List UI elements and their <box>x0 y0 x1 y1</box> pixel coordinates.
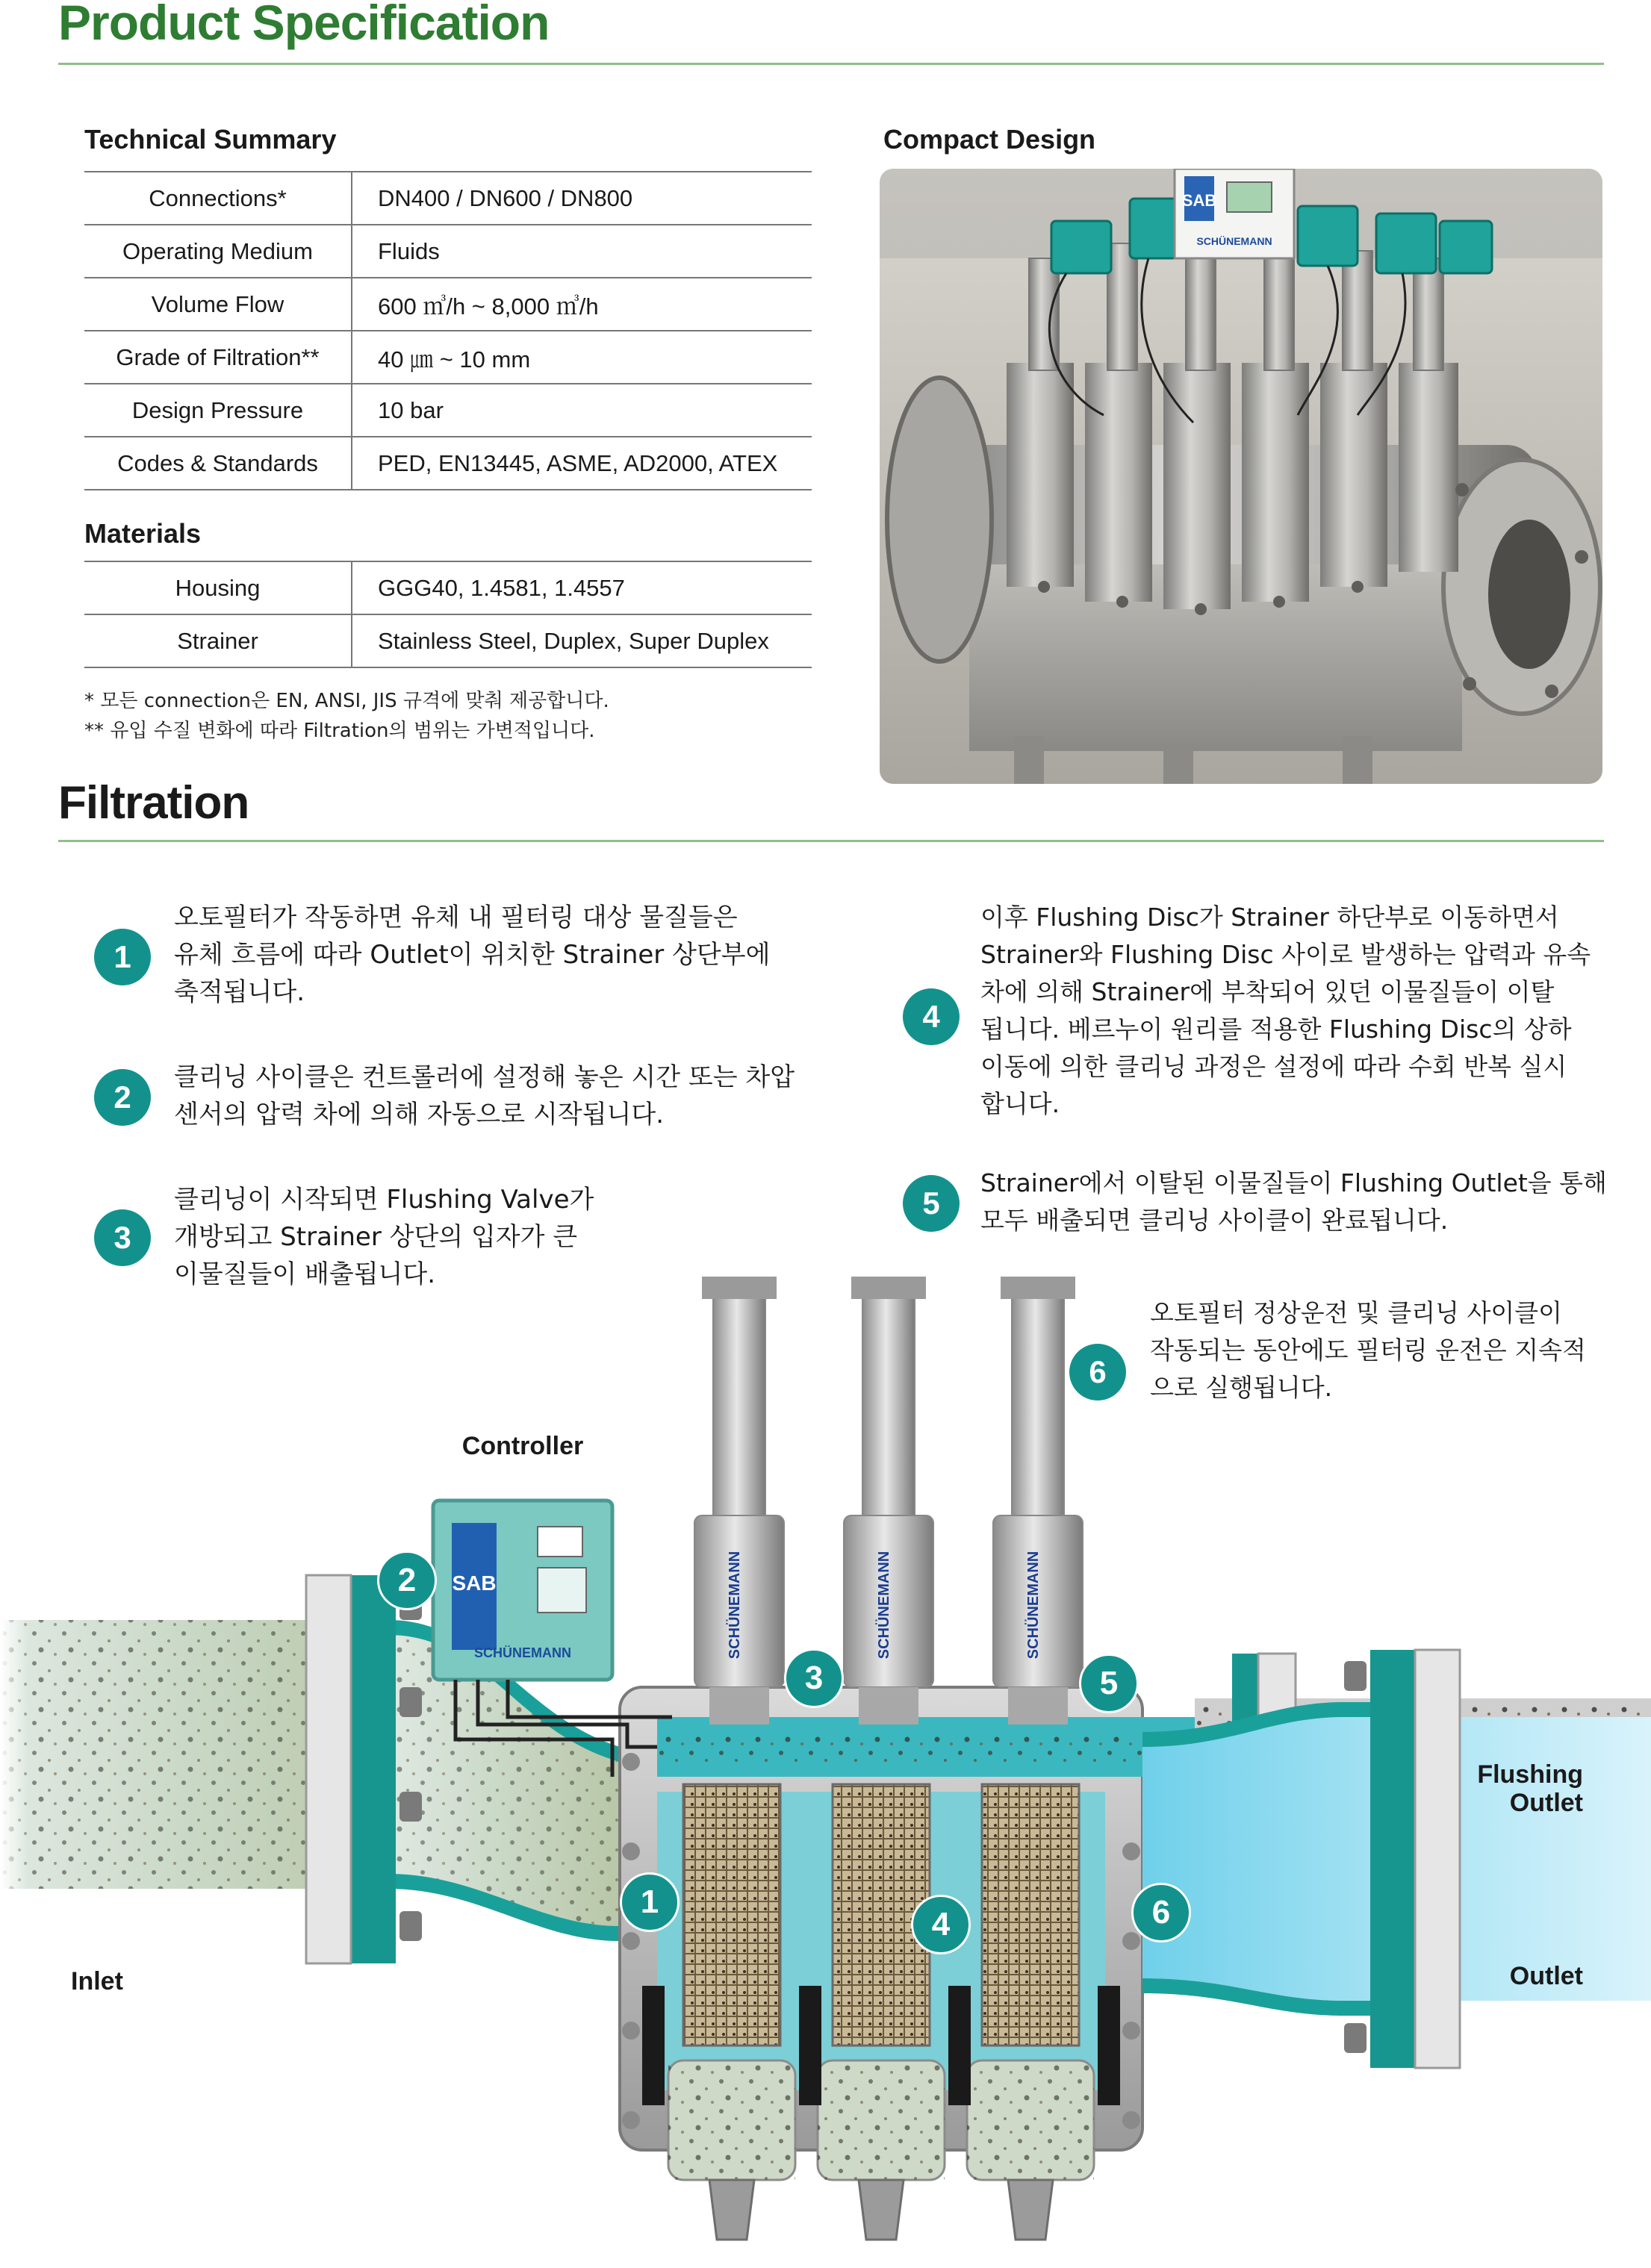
step-badge-1: 1 <box>94 929 151 985</box>
step-text-1: 오토필터가 작동하면 유체 내 필터링 대상 물질들은 유체 흐름에 따라 Outlet이 위치한 Strainer 상단부에 축적됩니다. <box>174 903 771 1007</box>
table-row <box>84 331 812 384</box>
footnote-connections: * 모든 connection은 EN, ANSI, JIS 규격에 맞춰 제공합니다. <box>84 690 609 712</box>
spec-key: Operating Medium <box>84 225 352 278</box>
diagram-badge-6: 6 <box>1131 1883 1191 1943</box>
table-row <box>84 172 812 225</box>
spec-value: PED, EN13445, ASME, AD2000, ATEX <box>352 437 812 490</box>
flushing-outlet-label: Flushing Outlet <box>1477 1760 1583 1817</box>
step-badge-3: 3 <box>94 1209 151 1266</box>
spec-value: 600 ㎥/h ~ 8,000 ㎥/h <box>352 278 812 331</box>
material-value: GGG40, 1.4581, 1.4557 <box>352 561 812 614</box>
spec-value: Fluids <box>352 225 812 278</box>
filtration-divider <box>58 840 1604 842</box>
spec-key: Volume Flow <box>84 278 352 331</box>
material-key: Strainer <box>84 614 352 667</box>
table-row <box>84 384 812 437</box>
table-row <box>84 278 812 331</box>
outlet-label: Outlet <box>1509 1962 1583 1990</box>
inlet-label: Inlet <box>71 1967 123 1996</box>
step-badge-4: 4 <box>903 988 960 1045</box>
step-badge-2: 2 <box>94 1069 151 1126</box>
spec-value: DN400 / DN600 / DN800 <box>352 172 812 225</box>
diagram-badge-4: 4 <box>911 1895 971 1954</box>
material-key: Housing <box>84 561 352 614</box>
photo-logo-text: SAB <box>1181 191 1217 210</box>
material-value: Stainless Steel, Duplex, Super Duplex <box>352 614 812 667</box>
page-title: Product Specification <box>58 0 550 50</box>
step-text-4: 이후 Flushing Disc가 Strainer 하단부로 이동하면서 Strainer와 Flushing Disc 사이로 발생하는 압력과 유속 차에 의해 Strainer에 부착되어 있던 이물질들이 이탈 됩니다. 베르누이 원리를 적용한 Flushing Disc의 상하 이동에 의한 클리닝 과정은 설정에 따라 수회 반복 실시 합니다. <box>980 903 1591 1118</box>
materials-heading: Materials <box>84 518 202 549</box>
spec-key: Grade of Filtration** <box>84 331 352 384</box>
controller-label: Controller <box>461 1432 584 1460</box>
step-text-2: 클리닝 사이클은 컨트롤러에 설정해 놓은 시간 또는 차압 센서의 압력 차에 의해 자동으로 시작됩니다. <box>174 1062 795 1130</box>
filtration-title: Filtration <box>58 777 249 829</box>
spec-value: 40 ㎛ ~ 10 mm <box>352 331 812 384</box>
diagram-badge-3: 3 <box>784 1648 844 1708</box>
controller-logo-text: SAB <box>452 1571 497 1595</box>
materials-table <box>84 561 812 668</box>
controller-brand-text: SCHÜNEMANN <box>474 1645 571 1660</box>
footnote-filtration: ** 유입 수질 변화에 따라 Filtration의 범위는 가변적입니다. <box>84 720 595 742</box>
filtration-diagram <box>0 1269 1651 2268</box>
valve-brand-label: SCHÜNEMANN <box>876 1551 892 1660</box>
title-divider <box>58 63 1604 65</box>
step-text-3: 클리닝이 시작되면 Flushing Valve가 개방되고 Strainer 상단의 입자가 큰 이물질들이 배출됩니다. <box>174 1185 594 1289</box>
spec-key: Connections* <box>84 172 352 225</box>
step-text-6: 오토필터 정상운전 및 클리닝 사이클이 작동되는 동안에도 필터링 운전은 지속적 으로 실행됩니다. <box>1150 1298 1586 1402</box>
diagram-badge-1: 1 <box>620 1872 680 1932</box>
technical-summary-table <box>84 171 812 490</box>
table-row <box>84 437 812 490</box>
spec-key: Codes & Standards <box>84 437 352 490</box>
svg-text:SCHÜNEMANN: SCHÜNEMANN <box>1196 235 1272 247</box>
spec-value: 10 bar <box>352 384 812 437</box>
diagram-badge-5: 5 <box>1079 1654 1139 1713</box>
table-row <box>84 225 812 278</box>
diagram-badge-2: 2 <box>377 1551 437 1610</box>
compact-design-heading: Compact Design <box>883 124 1096 155</box>
technical-summary-heading: Technical Summary <box>84 124 337 155</box>
spec-key: Design Pressure <box>84 384 352 437</box>
step-badge-5: 5 <box>903 1175 960 1232</box>
table-row <box>84 561 812 614</box>
compact-design-photo <box>880 169 1602 784</box>
valve-brand-label: SCHÜNEMANN <box>727 1551 743 1660</box>
table-row <box>84 614 812 667</box>
step-badge-6: 6 <box>1069 1344 1126 1401</box>
step-text-5: Strainer에서 이탈된 이물질들이 Flushing Outlet을 통해 모두 배출되면 클리닝 사이클이 완료됩니다. <box>980 1168 1607 1235</box>
valve-brand-label: SCHÜNEMANN <box>1025 1551 1042 1660</box>
